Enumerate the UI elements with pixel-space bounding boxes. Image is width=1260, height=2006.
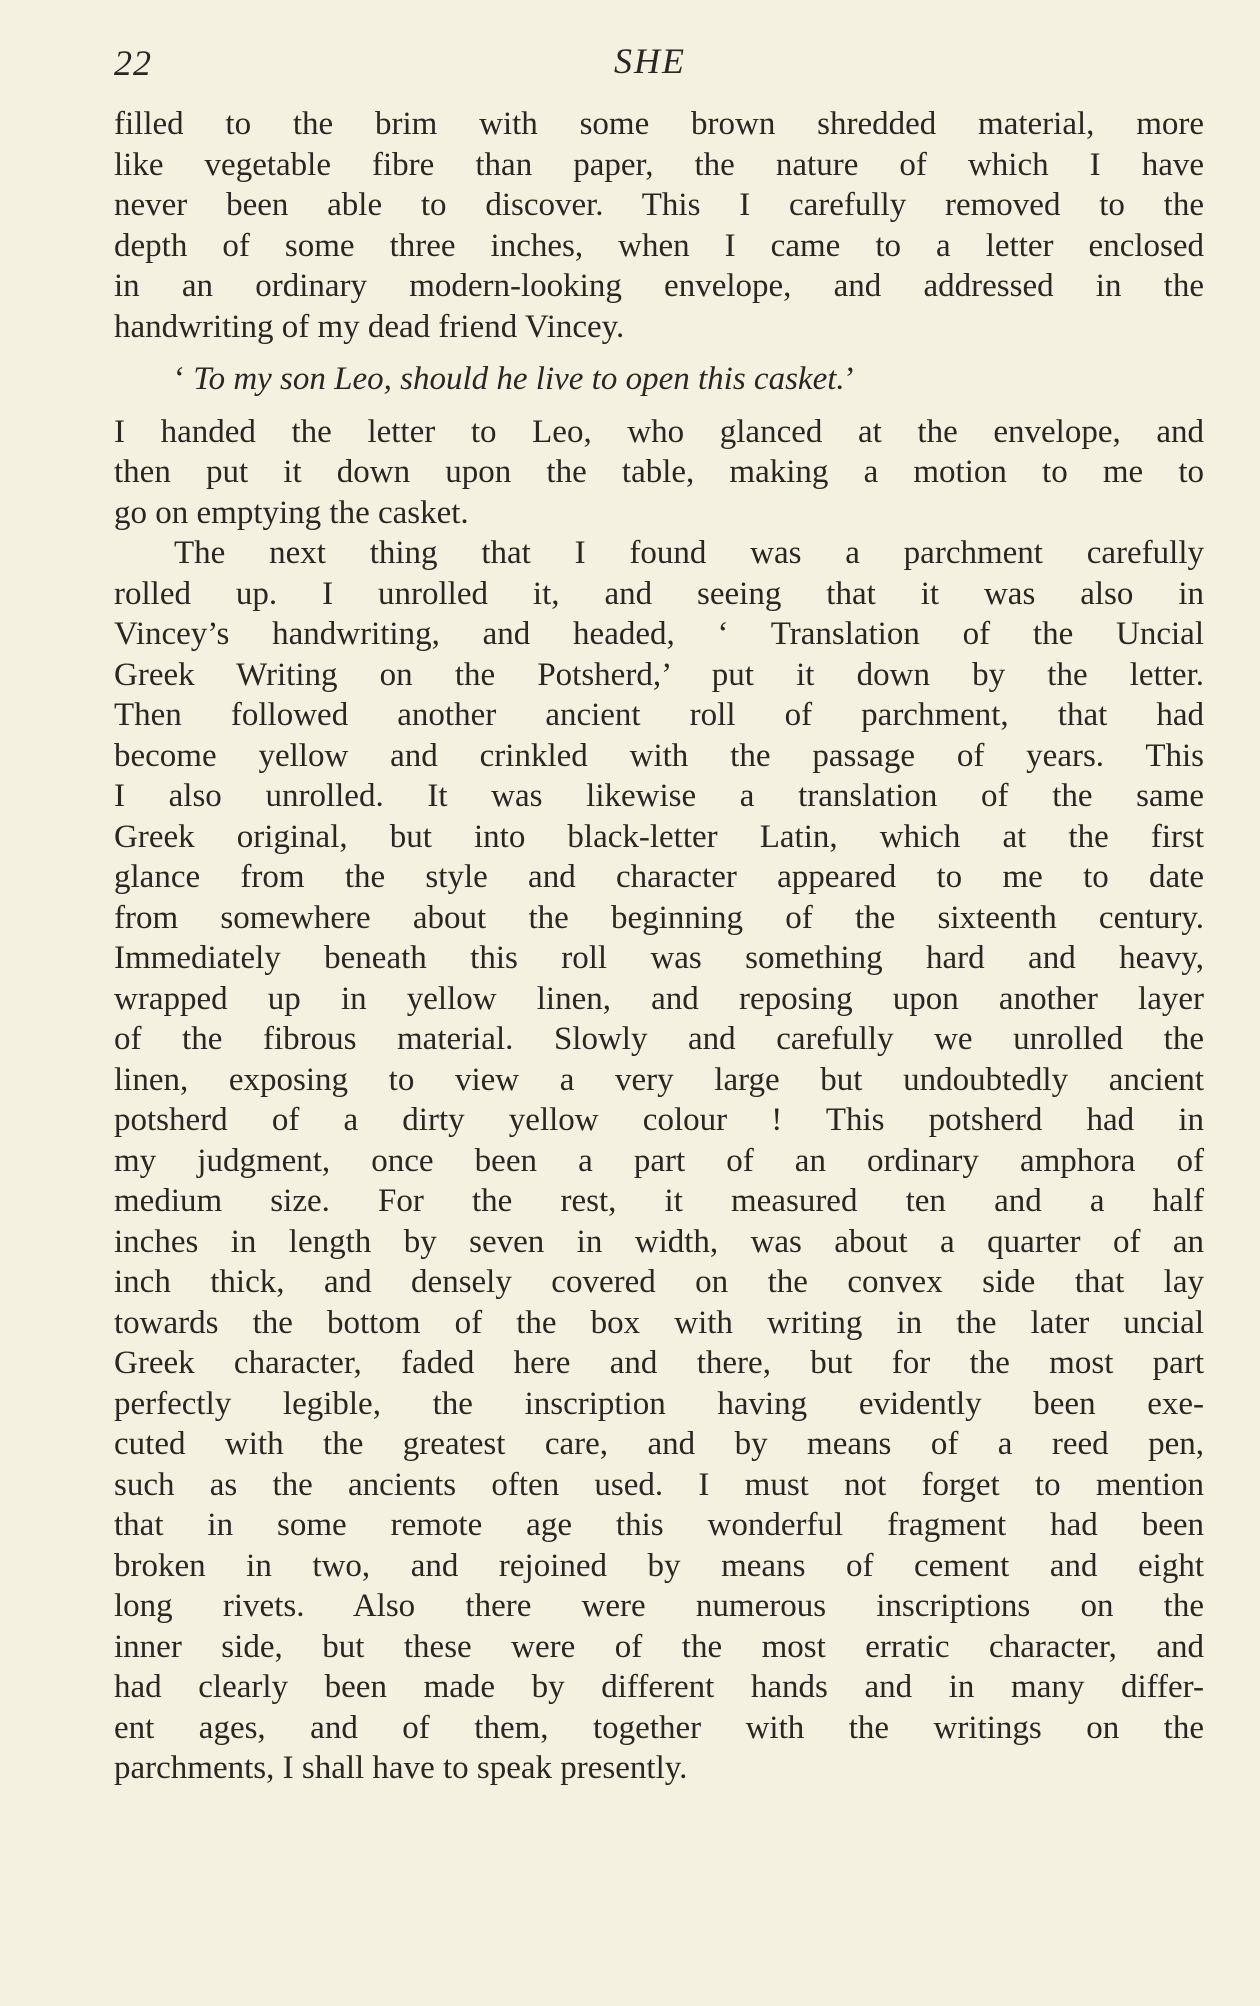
text-line: rolled up. I unrolled it, and seeing that it was also in [114,575,1204,612]
text-line: filled to the brim with some brown shredded material, more [114,106,1204,142]
text-line: my judgment, once been a part of an ordinary amphora of [114,1142,1204,1179]
text-line: Then followed another ancient roll of parchment, that had [114,697,1204,733]
text-line: Vincey’s handwriting, and headed, ‘ Translation of the Uncial [114,616,1204,652]
paragraph [114,533,1204,1789]
text-line: wrapped up in yellow linen, and reposing upon another layer [114,980,1204,1017]
text-line: become yellow and crinkled with the passage of years. This [114,737,1204,774]
text-line: had clearly been made by different hands and in many differ- [114,1669,1204,1705]
text-line: Immediately beneath this roll was something hard and heavy, [114,940,1204,976]
paragraph [114,412,1204,534]
text-line: towards the bottom of the box with writing in the later uncial [114,1304,1204,1341]
text-line: potsherd of a dirty yellow colour ! This potsherd had in [114,1102,1204,1138]
text-line: never been able to discover. This I carefully removed to the [114,187,1204,223]
paragraph [114,104,1204,347]
text-line: parchments, I shall have to speak presently. [114,1750,688,1786]
close-quote: ’ [844,361,856,397]
text-line: handwriting of my dead friend Vincey. [114,308,625,345]
text-line: The next thing that I found was a parchment carefully [174,535,1204,571]
running-title: SHE [614,41,686,81]
text-line: that in some remote age this wonderful fragment had been [114,1507,1204,1543]
text-line: I handed the letter to Leo, who glanced at the envelope, and [114,413,1204,450]
text-line: such as the ancients often used. I must not forget to mention [114,1466,1204,1503]
page-number: 22 [114,43,152,83]
text-line: inch thick, and densely covered on the convex side that lay [114,1264,1204,1300]
text-line: go on emptying the casket. [114,494,469,531]
text-line: Greek original, but into black-letter Latin, which at the first [114,818,1204,855]
text-line: Greek character, faded here and there, but for the most part [114,1345,1204,1381]
text-line: I also unrolled. It was likewise a translation of the same [114,778,1204,814]
text-line: perfectly legible, the inscription having evidently been exe- [114,1385,1204,1422]
body-text [114,104,1204,1789]
text-line: in an ordinary modern-looking envelope, and addressed in the [114,268,1204,304]
text-line: long rivets. Also there were numerous inscriptions on the [114,1588,1204,1624]
text-line: from somewhere about the beginning of the sixteenth century. [114,899,1204,936]
text-line: broken in two, and rejoined by means of cement and eight [114,1547,1204,1584]
text-line: medium size. For the rest, it measured ten and a half [114,1183,1204,1219]
text-line: inner side, but these were of the most erratic character, and [114,1628,1204,1665]
open-quote: ‘ [174,361,185,397]
text-line: ent ages, and of them, together with the writings on the [114,1709,1204,1746]
text-line: inches in length by seven in width, was about a quarter of an [114,1223,1204,1260]
running-head [114,34,1204,84]
address-text: To my son Leo, should he live to open this casket. [185,361,845,397]
text-line: Greek Writing on the Potsherd,’ put it down by the letter. [114,656,1204,693]
text-line: then put it down upon the table, making a motion to me to [114,454,1204,490]
text-line: depth of some three inches, when I came to a letter enclosed [114,227,1204,264]
text-line: like vegetable fibre than paper, the nature of which I have [114,146,1204,183]
text-line: glance from the style and character appeared to me to date [114,859,1204,895]
text-line: linen, exposing to view a very large but undoubtedly ancient [114,1061,1204,1098]
text-line: of the fibrous material. Slowly and carefully we unrolled the [114,1021,1204,1057]
envelope-address [114,359,1204,400]
text-line: cuted with the greatest care, and by means of a reed pen, [114,1426,1204,1462]
